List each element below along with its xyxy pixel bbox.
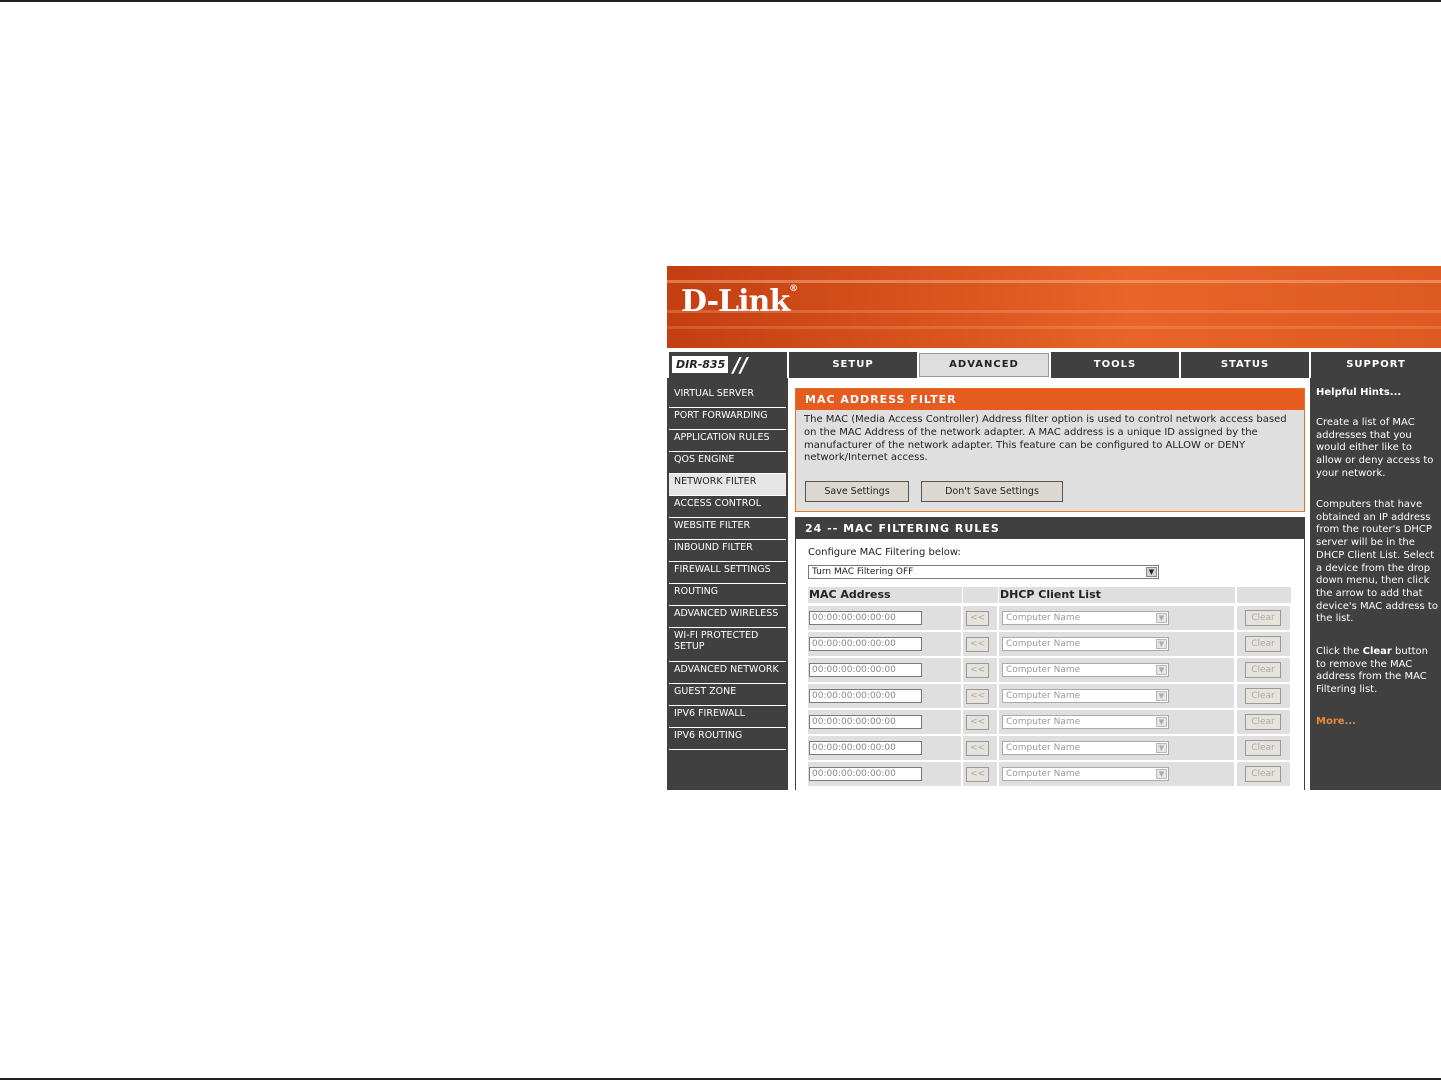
mac-rules-title: 24 -- MAC FILTERING RULES: [796, 518, 1304, 539]
router-admin-window: [667, 266, 1441, 790]
dhcp-client-select[interactable]: Computer Name ▼: [1002, 715, 1169, 729]
clear-button[interactable]: Clear: [1245, 610, 1281, 626]
configure-label: Configure MAC Filtering below:: [808, 547, 961, 558]
add-mac-arrow-button[interactable]: <<: [966, 611, 989, 626]
clear-button[interactable]: Clear: [1245, 740, 1281, 756]
mac-filter-title: MAC ADDRESS FILTER: [796, 389, 1304, 410]
chevron-down-icon: ▼: [1146, 567, 1157, 577]
col-header-arrow: [963, 587, 998, 603]
chevron-down-icon: ▼: [1156, 717, 1167, 727]
sidebar-item-firewall-settings[interactable]: FIREWALL SETTINGS: [669, 562, 786, 584]
sidebar-item-qos-engine[interactable]: QOS ENGINE: [669, 452, 786, 474]
add-mac-arrow-button[interactable]: <<: [966, 715, 989, 730]
sidebar-item-application-rules[interactable]: APPLICATION RULES: [669, 430, 786, 452]
sidebar: [667, 378, 788, 790]
bottom-rule: [0, 1078, 1441, 1080]
dont-save-settings-button[interactable]: Don't Save Settings: [921, 481, 1063, 502]
col-header-clear: [1237, 587, 1291, 603]
mac-address-input[interactable]: 00:00:00:00:00:00: [809, 741, 922, 755]
add-mac-arrow-button[interactable]: <<: [966, 767, 989, 782]
mac-address-input[interactable]: 00:00:00:00:00:00: [809, 637, 922, 651]
more-link[interactable]: More...: [1316, 716, 1356, 727]
mac-address-input[interactable]: 00:00:00:00:00:00: [809, 715, 922, 729]
sidebar-item-advanced-network[interactable]: ADVANCED NETWORK: [669, 662, 786, 684]
sidebar-item-virtual-server[interactable]: VIRTUAL SERVER: [669, 386, 786, 408]
chevron-down-icon: ▼: [1156, 769, 1167, 779]
clear-button[interactable]: Clear: [1245, 688, 1281, 704]
mac-filter-mode-select[interactable]: Turn MAC Filtering OFF ▼: [808, 565, 1159, 579]
mac-filter-description: The MAC (Media Access Controller) Address filter option is used to control network access based on the MAC Address of the network adapter. A MAC address is a unique ID assigned by the manufacturer of the network adapter. This feature can be configured to ALLOW or DENY network/Internet access.: [804, 414, 1287, 464]
dhcp-client-select[interactable]: Computer Name ▼: [1002, 689, 1169, 703]
hints-paragraph-1: Create a list of MAC addresses that you would either like to allow or deny access to your network.: [1316, 417, 1434, 479]
sidebar-item-website-filter[interactable]: WEBSITE FILTER: [669, 518, 786, 540]
sidebar-item-ipv6-firewall[interactable]: IPV6 FIREWALL: [669, 706, 786, 728]
tab-setup[interactable]: SETUP: [789, 352, 917, 378]
dhcp-client-select[interactable]: Computer Name ▼: [1002, 767, 1169, 781]
dlink-logo: D-Link®: [681, 284, 798, 319]
dhcp-client-select[interactable]: Computer Name ▼: [1002, 611, 1169, 625]
add-mac-arrow-button[interactable]: <<: [966, 689, 989, 704]
top-rule: [0, 0, 1441, 2]
sidebar-item-access-control[interactable]: ACCESS CONTROL: [669, 496, 786, 518]
sidebar-item-ipv6-routing[interactable]: IPV6 ROUTING: [669, 728, 786, 750]
col-header-dhcp: DHCP Client List: [999, 587, 1235, 603]
chevron-down-icon: ▼: [1156, 613, 1167, 623]
tab-tools[interactable]: TOOLS: [1051, 352, 1179, 378]
model-label: DIR-835: [672, 356, 728, 373]
mac-rules-section: [795, 517, 1305, 790]
slash-decoration: //: [733, 353, 748, 377]
mac-address-input[interactable]: 00:00:00:00:00:00: [809, 689, 922, 703]
add-mac-arrow-button[interactable]: <<: [966, 741, 989, 756]
top-nav: [667, 352, 1441, 378]
model-badge: [669, 352, 787, 378]
mac-filter-section: [795, 388, 1305, 512]
sidebar-item-port-forwarding[interactable]: PORT FORWARDING: [669, 408, 786, 430]
dhcp-client-select[interactable]: Computer Name ▼: [1002, 663, 1169, 677]
sidebar-item-guest-zone[interactable]: GUEST ZONE: [669, 684, 786, 706]
clear-button[interactable]: Clear: [1245, 662, 1281, 678]
chevron-down-icon: ▼: [1156, 665, 1167, 675]
hints-title: Helpful Hints...: [1316, 387, 1402, 398]
sidebar-item-network-filter[interactable]: NETWORK FILTER: [669, 474, 786, 496]
chevron-down-icon: ▼: [1156, 639, 1167, 649]
mac-address-input[interactable]: 00:00:00:00:00:00: [809, 767, 922, 781]
hints-paragraph-3: Click the Clear button to remove the MAC address from the MAC Filtering list.: [1316, 646, 1429, 696]
hints-paragraph-2: Computers that have obtained an IP address from the router's DHCP server will be in the DHCP Client List. Select a device from the drop down menu, then click the arrow to add that device's MAC address to the list.: [1316, 499, 1438, 625]
chevron-down-icon: ▼: [1156, 691, 1167, 701]
dhcp-client-select[interactable]: Computer Name ▼: [1002, 741, 1169, 755]
chevron-down-icon: ▼: [1156, 743, 1167, 753]
main-content: [788, 378, 1310, 790]
dhcp-client-select[interactable]: Computer Name ▼: [1002, 637, 1169, 651]
add-mac-arrow-button[interactable]: <<: [966, 637, 989, 652]
mac-address-input[interactable]: 00:00:00:00:00:00: [809, 611, 922, 625]
tab-status[interactable]: STATUS: [1181, 352, 1309, 378]
sidebar-item-wifi-protected-setup[interactable]: WI-FI PROTECTED SETUP: [669, 628, 786, 662]
dlink-banner: [667, 266, 1441, 348]
save-settings-button[interactable]: Save Settings: [805, 481, 909, 502]
tab-advanced[interactable]: ADVANCED: [919, 353, 1049, 377]
clear-button[interactable]: Clear: [1245, 636, 1281, 652]
rules-table: [808, 587, 1291, 790]
mac-address-input[interactable]: 00:00:00:00:00:00: [809, 663, 922, 677]
tab-support[interactable]: SUPPORT: [1311, 352, 1441, 378]
sidebar-item-inbound-filter[interactable]: INBOUND FILTER: [669, 540, 786, 562]
add-mac-arrow-button[interactable]: <<: [966, 663, 989, 678]
sidebar-item-routing[interactable]: ROUTING: [669, 584, 786, 606]
clear-button[interactable]: Clear: [1245, 714, 1281, 730]
sidebar-item-advanced-wireless[interactable]: ADVANCED WIRELESS: [669, 606, 786, 628]
helpful-hints-panel: [1310, 378, 1441, 790]
col-header-mac: MAC Address: [808, 587, 962, 603]
clear-button[interactable]: Clear: [1245, 766, 1281, 782]
